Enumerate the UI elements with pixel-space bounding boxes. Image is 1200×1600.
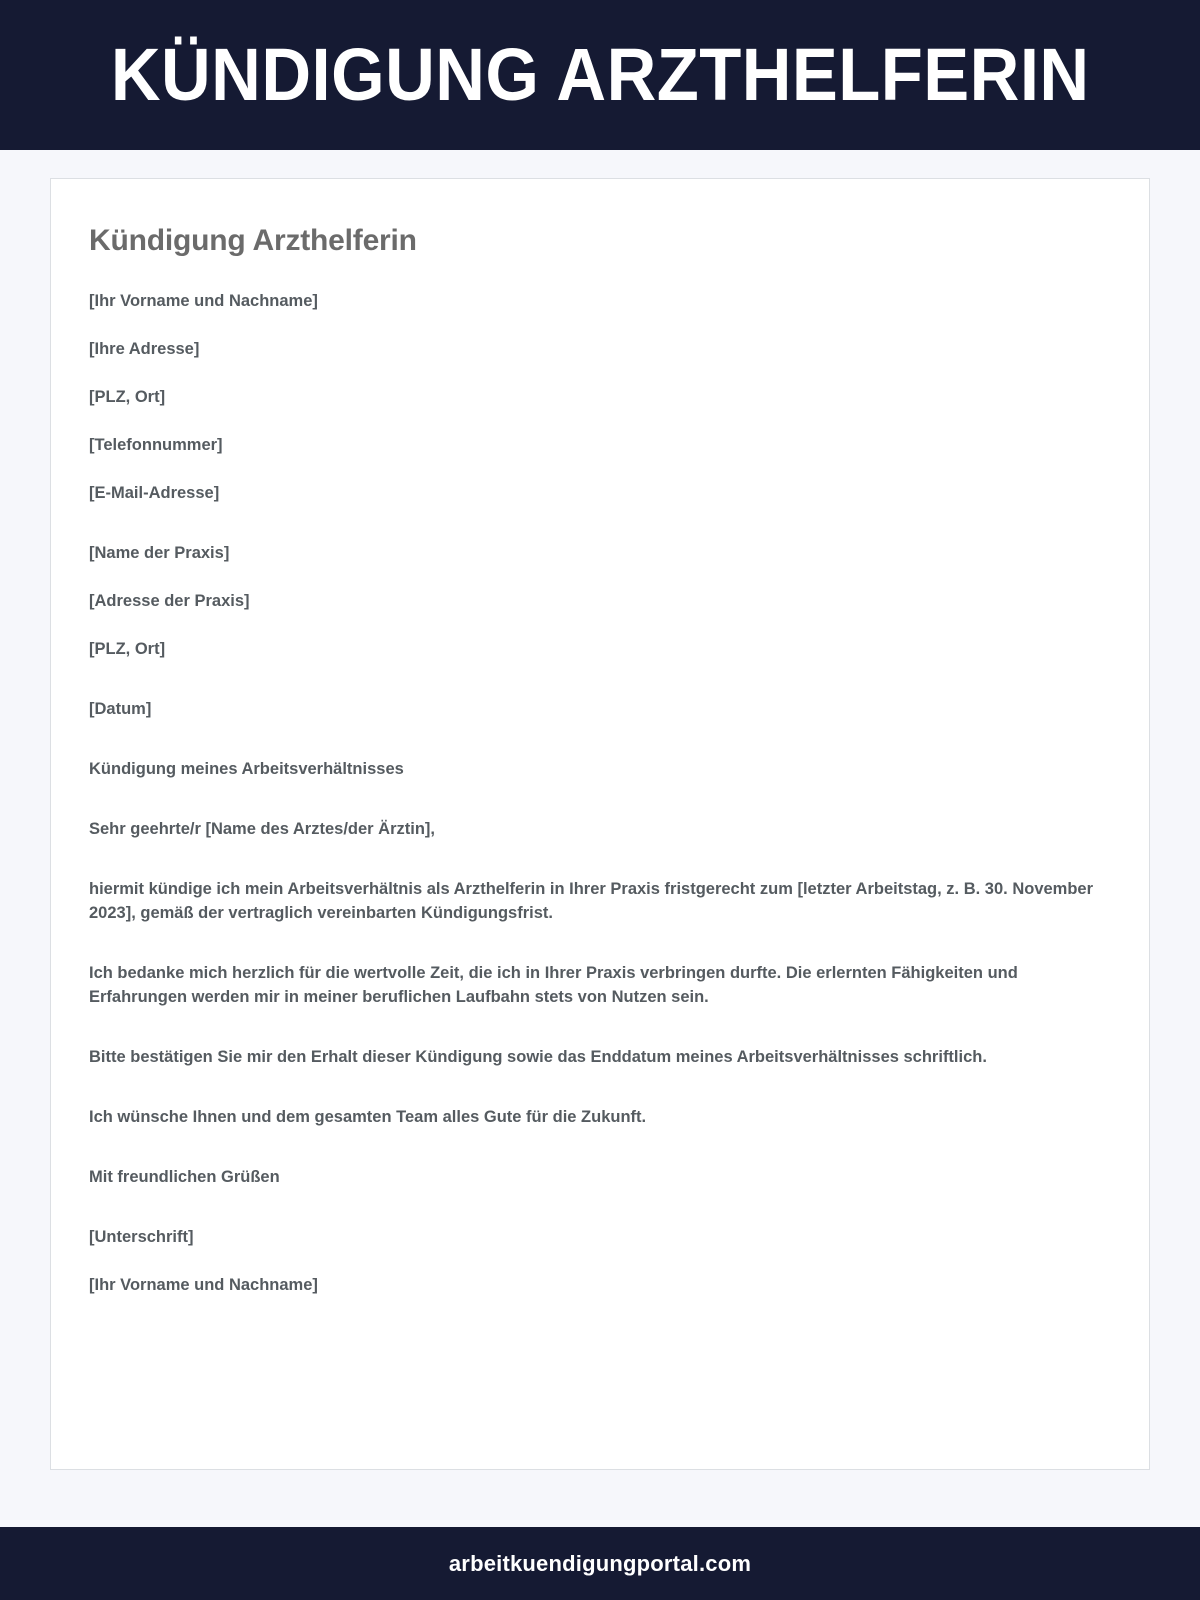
recipient-practice-address-line: [Adresse der Praxis] — [89, 592, 250, 610]
recipient-practice-name-line: [Name der Praxis] — [89, 544, 230, 562]
signature-name-line: [Ihr Vorname und Nachname] — [89, 1276, 318, 1294]
body-paragraph-1: hiermit kündige ich mein Arbeitsverhältnis als Arzthelferin in Ihrer Praxis fristgerecht zum [letzter Arbeitstag, z. B. 30. November 2023], gemäß der vertraglich vereinbarten Kündigungsfrist. — [89, 880, 1094, 922]
recipient-practice-city-line: [PLZ, Ort] — [89, 640, 166, 658]
signature-placeholder-line: [Unterschrift] — [89, 1228, 194, 1246]
footer-site-name: arbeitkuendigungportal.com — [448, 1550, 752, 1576]
body-paragraph-4: Ich wünsche Ihnen und dem gesamten Team alles Gute für die Zukunft. — [89, 1108, 647, 1126]
date-line: [Datum] — [89, 700, 152, 718]
document-title: Kündigung Arzthelferin — [89, 224, 417, 257]
sender-address-line: [Ihre Adresse] — [89, 340, 200, 358]
document-card — [50, 178, 1150, 1470]
closing-line: Mit freundlichen Grüßen — [89, 1168, 280, 1186]
sender-name-line: [Ihr Vorname und Nachname] — [89, 292, 318, 310]
sender-phone-line: [Telefonnummer] — [89, 436, 223, 454]
page-header-title: KÜNDIGUNG ARZTHELFERIN — [110, 33, 1090, 116]
subject-line: Kündigung meines Arbeitsverhältnisses — [89, 760, 404, 778]
body-paragraph-3: Bitte bestätigen Sie mir den Erhalt dieser Kündigung sowie das Enddatum meines Arbeitsverhältnisses schriftlich. — [89, 1048, 987, 1066]
body-paragraph-2: Ich bedanke mich herzlich für die wertvolle Zeit, die ich in Ihrer Praxis verbringen durfte. Die erlernten Fähigkeiten und Erfahrungen werden mir in meiner beruflichen Laufbahn stets von Nutzen sein. — [89, 964, 1018, 1006]
page-header-banner — [0, 0, 1200, 150]
page-content-area — [0, 150, 1200, 1470]
sender-email-line: [E-Mail-Adresse] — [89, 484, 220, 502]
sender-city-line: [PLZ, Ort] — [89, 388, 166, 406]
document-body — [89, 289, 1111, 1297]
page-footer-banner — [0, 1527, 1200, 1600]
salutation-line: Sehr geehrte/r [Name des Arztes/der Ärztin], — [89, 820, 435, 838]
